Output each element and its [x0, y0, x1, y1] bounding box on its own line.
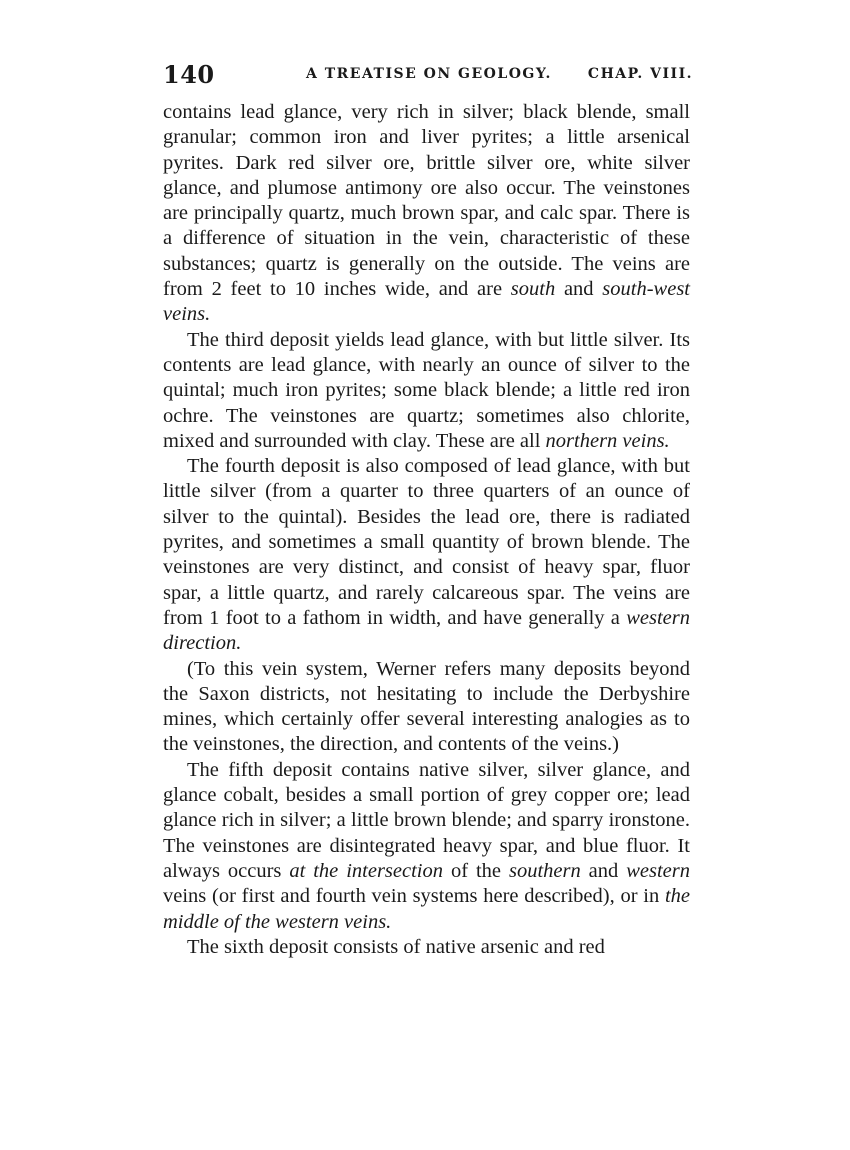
text-run: The fifth deposit contains native silver, silver glance, and glance cobalt, besides a small portion of grey copper ore; lead glance rich in silver; a little brown blende; and sparry ironstone. The veinstones are disintegrated heavy spar, and blue fluor. It always occurs	[163, 758, 690, 882]
text-run: The fourth deposit is also composed of lead glance, with but little silver (from a quarter to three quarters of an ounce of silver to the quintal). Besides the lead ore, there is radiated pyrites, and sometimes a small quantity of brown blende. The veinstones are very distinct, and consist of heavy spar, fluor spar, a little quartz, and rarely calcareous spar. The veins are from 1 foot to a fathom in width, and have generally a	[163, 455, 690, 629]
text-run: of the	[443, 859, 509, 882]
text-run: contains lead glance, very rich in silver; black blende, small granular; common iron and liver pyrites; a little arsenical pyrites. Dark red silver ore, brittle silver ore, white silver glance, and plumose antimony ore also occur. The veinstones are principally quartz, much brown spar, and calc spar. There is a difference of situation in the vein, characteristic of these substances; quartz is generally on the outside. The veins are from 2 feet to 10 inches wide, and are	[163, 101, 690, 301]
italic-run: western direction.	[163, 606, 690, 655]
paragraph	[163, 454, 690, 656]
italic-run: southern	[508, 859, 581, 882]
text-run: The sixth deposit consists of native arsenic and red	[187, 935, 605, 958]
paragraph	[163, 758, 690, 935]
paragraph	[163, 657, 690, 758]
italic-run: south	[510, 278, 556, 301]
italic-run: south-west veins.	[163, 278, 690, 326]
running-title: A TREATISE ON GEOLOGY.	[306, 66, 552, 82]
italic-run: northern veins.	[545, 429, 670, 452]
italic-run: western	[626, 859, 690, 882]
text-run: and	[555, 278, 603, 301]
paragraph	[163, 935, 690, 960]
body-text	[163, 100, 690, 960]
text-run: (To this vein system, Werner refers many deposits beyond the Saxon districts, not hesitating to include the Derbyshire mines, which certainly offer several interesting analogies as to the veinstones, the direction, and contents of the veins.)	[163, 657, 690, 756]
text-run: veins (or first and fourth vein systems here described), or in	[163, 885, 665, 908]
italic-run: at the intersection	[289, 859, 443, 882]
paragraph	[163, 328, 690, 454]
paragraph	[163, 100, 690, 328]
italic-run: the middle of the western veins.	[163, 885, 690, 933]
text-run: and	[580, 859, 627, 882]
chapter-label: CHAP. VIII.	[587, 66, 693, 82]
text-run: The third deposit yields lead glance, with but little silver. Its contents are lead glance, with nearly an ounce of silver to the quintal; much iron pyrites; some black blende; a little red iron ochre. The veinstones are quartz; sometimes also chlorite, mixed and surrounded with clay. These are all	[163, 328, 690, 452]
running-header	[163, 60, 693, 94]
page-number: 140	[163, 60, 215, 89]
